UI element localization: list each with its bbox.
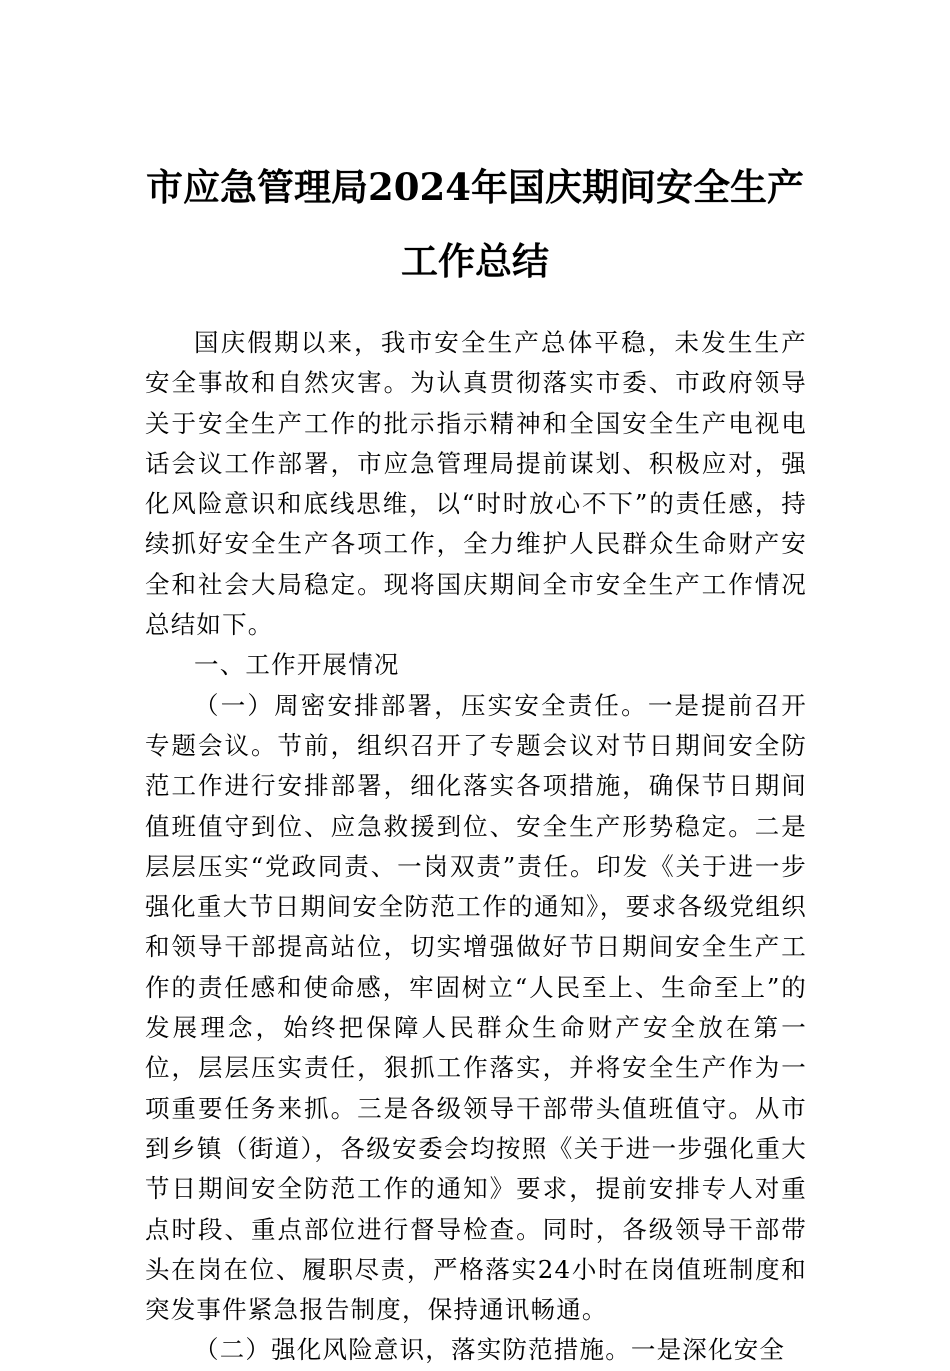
item1-paragraph: [145, 686, 807, 1331]
document-title: 市应急管理局2024年国庆期间安全生产工作总结: [146, 165, 804, 283]
section-heading: [145, 645, 807, 685]
item2-body: 一是深化安全: [630, 1335, 786, 1365]
item1-heading: （一）周密安排部署，压实安全责任。: [194, 690, 648, 720]
section1-heading: 一、工作开展情况: [194, 650, 400, 680]
document-body: [145, 323, 807, 1371]
item1-body: 一是提前召开专题会议。节前，组织召开了专题会议对节日期间安全防范工作进行安排部署，细化落实各项措施，确保节日期间值班值守到位、应急救援到位、安全生产形势稳定。二是层层压实“党政同责、一岗双责”责任。印发《关于进一步强化重大节日期间安全防范工作的通知》，要求各级党组织和领导干部提高站位，切实增强做好节日期间安全生产工作的责任感和使命感，牢固树立“人民至上、生命至上”的发展理念，始终把保障人民群众生命财产安全放在第一位，层层压实责任，狠抓工作落实，并将安全生产作为一项重要任务来抓。三是各级领导干部带头值班值守。从市到乡镇（街道），各级安委会均按照《关于进一步强化重大节日期间安全防范工作的通知》要求，提前安排专人对重点时段、重点部位进行督导检查。同时，各级领导干部带头在岗在位、履职尽责，严格落实24小时在岗值班制度和突发事件紧急报告制度，保持通讯畅通。: [145, 690, 808, 1325]
intro-paragraph: 国庆假期以来，我市安全生产总体平稳，未发生生产安全事故和自然灾害。为认真贯彻落实市委、市政府领导关于安全生产工作的批示指示精神和全国安全生产电视电话会议工作部署，市应急管理局提前谋划、积极应对，强化风险意识和底线思维，以“时时放心不下”的责任感，持续抓好安全生产各项工作，全力维护人民群众生命财产安全和社会大局稳定。现将国庆期间全市安全生产工作情况总结如下。: [145, 328, 807, 640]
item2-heading: （二）强化风险意识，落实防范措施。: [194, 1335, 631, 1365]
item2-paragraph: [145, 1330, 807, 1370]
